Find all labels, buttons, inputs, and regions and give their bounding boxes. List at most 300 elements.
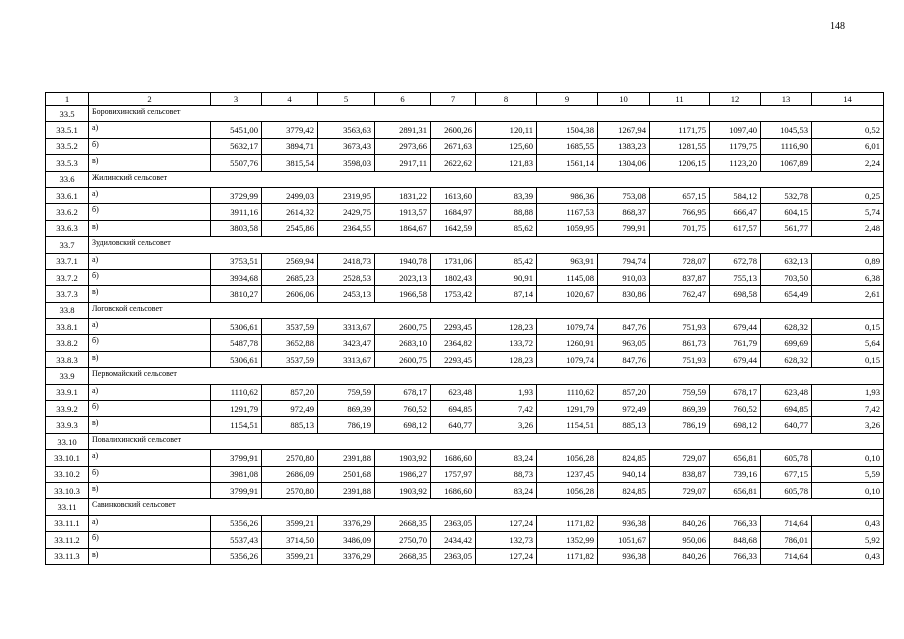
value-cell: 847,76 xyxy=(598,351,650,367)
row-code: 33.7.2 xyxy=(46,269,89,285)
value-cell: 5356,26 xyxy=(211,548,262,564)
value-cell: 1685,55 xyxy=(537,138,598,154)
value-cell: 679,44 xyxy=(710,351,761,367)
row-variant: а) xyxy=(89,515,211,531)
column-header: 7 xyxy=(431,93,476,106)
section-name: Савинковский сельсовет xyxy=(89,499,211,515)
value-cell: 753,08 xyxy=(598,187,650,203)
value-cell: 87,14 xyxy=(476,286,537,302)
table-row xyxy=(46,269,884,285)
value-cell: 1940,78 xyxy=(375,253,431,269)
page-number: 148 xyxy=(830,21,845,32)
value-cell: 2685,23 xyxy=(262,269,318,285)
value-cell: 869,39 xyxy=(318,401,375,417)
row-code: 33.7.3 xyxy=(46,286,89,302)
value-cell: 3599,21 xyxy=(262,515,318,531)
section-code: 33.9 xyxy=(46,368,89,384)
value-cell: 1145,08 xyxy=(537,269,598,285)
value-cell: 3376,29 xyxy=(318,548,375,564)
value-cell: 3652,88 xyxy=(262,335,318,351)
column-header: 11 xyxy=(650,93,710,106)
value-cell: 837,87 xyxy=(650,269,710,285)
value-cell: 728,07 xyxy=(650,253,710,269)
value-cell: 2391,88 xyxy=(318,482,375,498)
table-row xyxy=(46,384,884,400)
value-cell: 584,12 xyxy=(710,187,761,203)
table-row xyxy=(46,450,884,466)
value-cell: 2528,53 xyxy=(318,269,375,285)
table-row xyxy=(46,401,884,417)
value-cell: 830,86 xyxy=(598,286,650,302)
value-cell: 561,77 xyxy=(761,220,812,236)
row-code: 33.11.3 xyxy=(46,548,89,564)
value-cell: 1686,60 xyxy=(431,482,476,498)
value-cell: 5,59 xyxy=(812,466,884,482)
value-cell: 1171,82 xyxy=(537,548,598,564)
table-row xyxy=(46,253,884,269)
value-cell: 714,64 xyxy=(761,515,812,531)
value-cell: 1291,79 xyxy=(211,401,262,417)
row-code: 33.10.1 xyxy=(46,450,89,466)
value-cell: 3729,99 xyxy=(211,187,262,203)
value-cell: 699,69 xyxy=(761,335,812,351)
value-cell: 678,17 xyxy=(375,384,431,400)
section-name: Зудиловский сельсовет xyxy=(89,237,211,253)
value-cell: 1237,45 xyxy=(537,466,598,482)
value-cell: 2,48 xyxy=(812,220,884,236)
value-cell: 2434,42 xyxy=(431,532,476,548)
value-cell: 127,24 xyxy=(476,548,537,564)
value-cell: 3753,51 xyxy=(211,253,262,269)
row-variant: в) xyxy=(89,417,211,433)
value-cell: 3537,59 xyxy=(262,351,318,367)
value-cell: 701,75 xyxy=(650,220,710,236)
value-cell: 1079,74 xyxy=(537,319,598,335)
value-cell: 1903,92 xyxy=(375,450,431,466)
value-cell: 656,81 xyxy=(710,482,761,498)
value-cell: 840,26 xyxy=(650,548,710,564)
value-cell: 7,42 xyxy=(476,401,537,417)
value-cell: 628,32 xyxy=(761,319,812,335)
value-cell: 1504,38 xyxy=(537,122,598,138)
value-cell: 1613,60 xyxy=(431,187,476,203)
value-cell: 1831,22 xyxy=(375,187,431,203)
value-cell: 0,89 xyxy=(812,253,884,269)
row-code: 33.10.3 xyxy=(46,482,89,498)
value-cell: 761,79 xyxy=(710,335,761,351)
value-cell: 2,61 xyxy=(812,286,884,302)
value-cell: 755,13 xyxy=(710,269,761,285)
value-cell: 2,24 xyxy=(812,155,884,171)
value-cell: 2453,13 xyxy=(318,286,375,302)
value-cell: 2973,66 xyxy=(375,138,431,154)
row-code: 33.11.1 xyxy=(46,515,89,531)
value-cell: 2668,35 xyxy=(375,515,431,531)
value-cell: 5356,26 xyxy=(211,515,262,531)
row-variant: в) xyxy=(89,548,211,564)
value-cell: 3486,09 xyxy=(318,532,375,548)
value-cell: 3799,91 xyxy=(211,482,262,498)
row-code: 33.6.1 xyxy=(46,187,89,203)
value-cell: 5487,78 xyxy=(211,335,262,351)
value-cell: 885,13 xyxy=(598,417,650,433)
table-row xyxy=(46,138,884,154)
value-cell: 1913,57 xyxy=(375,204,431,220)
value-cell: 83,24 xyxy=(476,482,537,498)
value-cell: 88,73 xyxy=(476,466,537,482)
row-variant: а) xyxy=(89,187,211,203)
column-header: 9 xyxy=(537,93,598,106)
section-name-fill xyxy=(211,106,884,122)
value-cell: 703,50 xyxy=(761,269,812,285)
table-row xyxy=(46,515,884,531)
value-cell: 0,43 xyxy=(812,548,884,564)
value-cell: 0,25 xyxy=(812,187,884,203)
table-row xyxy=(46,466,884,482)
value-cell: 2600,75 xyxy=(375,351,431,367)
value-cell: 2570,80 xyxy=(262,450,318,466)
section-name-fill xyxy=(211,171,884,187)
value-cell: 1686,60 xyxy=(431,450,476,466)
value-cell: 885,13 xyxy=(262,417,318,433)
value-cell: 604,15 xyxy=(761,204,812,220)
value-cell: 1802,43 xyxy=(431,269,476,285)
table-body xyxy=(46,93,884,565)
row-variant: б) xyxy=(89,466,211,482)
value-cell: 1291,79 xyxy=(537,401,598,417)
table-row xyxy=(46,122,884,138)
value-cell: 3911,16 xyxy=(211,204,262,220)
column-header: 1 xyxy=(46,93,89,106)
value-cell: 766,95 xyxy=(650,204,710,220)
value-cell: 2499,03 xyxy=(262,187,318,203)
row-code: 33.7.1 xyxy=(46,253,89,269)
value-cell: 657,15 xyxy=(650,187,710,203)
section-row xyxy=(46,433,884,449)
value-cell: 0,15 xyxy=(812,351,884,367)
value-cell: 5,74 xyxy=(812,204,884,220)
value-cell: 2600,26 xyxy=(431,122,476,138)
value-cell: 2293,45 xyxy=(431,351,476,367)
row-variant: в) xyxy=(89,220,211,236)
data-table xyxy=(45,92,884,565)
value-cell: 759,59 xyxy=(318,384,375,400)
value-cell: 3714,50 xyxy=(262,532,318,548)
row-variant: а) xyxy=(89,253,211,269)
value-cell: 1561,14 xyxy=(537,155,598,171)
value-cell: 3313,67 xyxy=(318,319,375,335)
value-cell: 654,49 xyxy=(761,286,812,302)
value-cell: 986,36 xyxy=(537,187,598,203)
row-code: 33.8.3 xyxy=(46,351,89,367)
value-cell: 786,19 xyxy=(650,417,710,433)
value-cell: 0,52 xyxy=(812,122,884,138)
table-row xyxy=(46,417,884,433)
value-cell: 1352,99 xyxy=(537,532,598,548)
value-cell: 2891,31 xyxy=(375,122,431,138)
value-cell: 632,13 xyxy=(761,253,812,269)
table-row xyxy=(46,319,884,335)
row-variant: в) xyxy=(89,351,211,367)
value-cell: 729,07 xyxy=(650,482,710,498)
column-header: 4 xyxy=(262,93,318,106)
value-cell: 132,73 xyxy=(476,532,537,548)
table-row xyxy=(46,286,884,302)
value-cell: 128,23 xyxy=(476,351,537,367)
value-cell: 2363,05 xyxy=(431,548,476,564)
value-cell: 2501,68 xyxy=(318,466,375,482)
table-row xyxy=(46,220,884,236)
section-name: Логовской сельсовет xyxy=(89,302,211,318)
value-cell: 1110,62 xyxy=(211,384,262,400)
value-cell: 83,39 xyxy=(476,187,537,203)
section-code: 33.10 xyxy=(46,433,89,449)
row-code: 33.6.3 xyxy=(46,220,89,236)
row-code: 33.9.2 xyxy=(46,401,89,417)
value-cell: 3598,03 xyxy=(318,155,375,171)
value-cell: 3423,47 xyxy=(318,335,375,351)
value-cell: 83,24 xyxy=(476,450,537,466)
value-cell: 972,49 xyxy=(598,401,650,417)
row-variant: б) xyxy=(89,335,211,351)
value-cell: 3815,54 xyxy=(262,155,318,171)
value-cell: 5,92 xyxy=(812,532,884,548)
value-cell: 869,39 xyxy=(650,401,710,417)
value-cell: 3934,68 xyxy=(211,269,262,285)
table-row xyxy=(46,351,884,367)
row-code: 33.5.2 xyxy=(46,138,89,154)
value-cell: 2569,94 xyxy=(262,253,318,269)
value-cell: 2545,86 xyxy=(262,220,318,236)
row-code: 33.8.1 xyxy=(46,319,89,335)
section-row xyxy=(46,237,884,253)
value-cell: 628,32 xyxy=(761,351,812,367)
value-cell: 6,01 xyxy=(812,138,884,154)
row-code: 33.9.1 xyxy=(46,384,89,400)
row-code: 33.5.1 xyxy=(46,122,89,138)
value-cell: 0,15 xyxy=(812,319,884,335)
value-cell: 672,78 xyxy=(710,253,761,269)
value-cell: 698,12 xyxy=(375,417,431,433)
row-code: 33.5.3 xyxy=(46,155,89,171)
row-code: 33.11.2 xyxy=(46,532,89,548)
value-cell: 5537,43 xyxy=(211,532,262,548)
value-cell: 751,93 xyxy=(650,319,710,335)
value-cell: 1864,67 xyxy=(375,220,431,236)
row-code: 33.9.3 xyxy=(46,417,89,433)
value-cell: 3799,91 xyxy=(211,450,262,466)
value-cell: 936,38 xyxy=(598,515,650,531)
value-cell: 623,48 xyxy=(761,384,812,400)
row-variant: в) xyxy=(89,286,211,302)
value-cell: 656,81 xyxy=(710,450,761,466)
column-header: 14 xyxy=(812,93,884,106)
value-cell: 1154,51 xyxy=(537,417,598,433)
value-cell: 1731,06 xyxy=(431,253,476,269)
column-header: 13 xyxy=(761,93,812,106)
value-cell: 2668,35 xyxy=(375,548,431,564)
value-cell: 2614,32 xyxy=(262,204,318,220)
value-cell: 3894,71 xyxy=(262,138,318,154)
value-cell: 760,52 xyxy=(375,401,431,417)
value-cell: 121,83 xyxy=(476,155,537,171)
section-code: 33.7 xyxy=(46,237,89,253)
value-cell: 1020,67 xyxy=(537,286,598,302)
value-cell: 2364,82 xyxy=(431,335,476,351)
value-cell: 605,78 xyxy=(761,482,812,498)
table-row xyxy=(46,155,884,171)
value-cell: 1059,95 xyxy=(537,220,598,236)
value-cell: 2750,70 xyxy=(375,532,431,548)
value-cell: 698,58 xyxy=(710,286,761,302)
value-cell: 1056,28 xyxy=(537,482,598,498)
value-cell: 1123,20 xyxy=(710,155,761,171)
value-cell: 3,26 xyxy=(812,417,884,433)
value-cell: 857,20 xyxy=(598,384,650,400)
row-variant: б) xyxy=(89,532,211,548)
value-cell: 3376,29 xyxy=(318,515,375,531)
value-cell: 714,64 xyxy=(761,548,812,564)
value-cell: 0,10 xyxy=(812,450,884,466)
value-cell: 1171,75 xyxy=(650,122,710,138)
value-cell: 3,26 xyxy=(476,417,537,433)
value-cell: 7,42 xyxy=(812,401,884,417)
value-cell: 85,62 xyxy=(476,220,537,236)
section-name: Повалихинский сельсовет xyxy=(89,433,211,449)
row-variant: б) xyxy=(89,401,211,417)
value-cell: 1171,82 xyxy=(537,515,598,531)
value-cell: 936,38 xyxy=(598,548,650,564)
row-variant: в) xyxy=(89,155,211,171)
value-cell: 3313,67 xyxy=(318,351,375,367)
column-header: 3 xyxy=(211,93,262,106)
value-cell: 972,49 xyxy=(262,401,318,417)
value-cell: 759,59 xyxy=(650,384,710,400)
value-cell: 5632,17 xyxy=(211,138,262,154)
value-cell: 1154,51 xyxy=(211,417,262,433)
table-row xyxy=(46,187,884,203)
value-cell: 1966,58 xyxy=(375,286,431,302)
value-cell: 623,48 xyxy=(431,384,476,400)
value-cell: 3803,58 xyxy=(211,220,262,236)
value-cell: 3563,63 xyxy=(318,122,375,138)
value-cell: 128,23 xyxy=(476,319,537,335)
table-row xyxy=(46,532,884,548)
value-cell: 617,57 xyxy=(710,220,761,236)
value-cell: 762,47 xyxy=(650,286,710,302)
section-name-fill xyxy=(211,368,884,384)
value-cell: 950,06 xyxy=(650,532,710,548)
value-cell: 2570,80 xyxy=(262,482,318,498)
value-cell: 677,15 xyxy=(761,466,812,482)
value-cell: 5451,00 xyxy=(211,122,262,138)
value-cell: 861,73 xyxy=(650,335,710,351)
section-name: Боровихинский сельсовет xyxy=(89,106,211,122)
value-cell: 3779,42 xyxy=(262,122,318,138)
value-cell: 824,85 xyxy=(598,482,650,498)
header-row xyxy=(46,93,884,106)
value-cell: 640,77 xyxy=(431,417,476,433)
value-cell: 1304,06 xyxy=(598,155,650,171)
value-cell: 3981,08 xyxy=(211,466,262,482)
value-cell: 125,60 xyxy=(476,138,537,154)
section-name-fill xyxy=(211,237,884,253)
value-cell: 1383,23 xyxy=(598,138,650,154)
value-cell: 2363,05 xyxy=(431,515,476,531)
value-cell: 3599,21 xyxy=(262,548,318,564)
value-cell: 2418,73 xyxy=(318,253,375,269)
value-cell: 1056,28 xyxy=(537,450,598,466)
column-header: 12 xyxy=(710,93,761,106)
row-variant: б) xyxy=(89,204,211,220)
value-cell: 847,76 xyxy=(598,319,650,335)
value-cell: 6,38 xyxy=(812,269,884,285)
value-cell: 698,12 xyxy=(710,417,761,433)
row-variant: б) xyxy=(89,269,211,285)
value-cell: 640,77 xyxy=(761,417,812,433)
value-cell: 2023,13 xyxy=(375,269,431,285)
table-row xyxy=(46,335,884,351)
value-cell: 1067,89 xyxy=(761,155,812,171)
column-header: 10 xyxy=(598,93,650,106)
section-row xyxy=(46,499,884,515)
value-cell: 1079,74 xyxy=(537,351,598,367)
value-cell: 532,78 xyxy=(761,187,812,203)
table-row xyxy=(46,548,884,564)
value-cell: 1757,97 xyxy=(431,466,476,482)
column-header: 8 xyxy=(476,93,537,106)
value-cell: 838,87 xyxy=(650,466,710,482)
value-cell: 868,37 xyxy=(598,204,650,220)
section-code: 33.6 xyxy=(46,171,89,187)
value-cell: 751,93 xyxy=(650,351,710,367)
value-cell: 1267,94 xyxy=(598,122,650,138)
value-cell: 0,43 xyxy=(812,515,884,531)
value-cell: 3810,27 xyxy=(211,286,262,302)
value-cell: 5306,61 xyxy=(211,319,262,335)
value-cell: 1753,42 xyxy=(431,286,476,302)
table-row xyxy=(46,482,884,498)
value-cell: 824,85 xyxy=(598,450,650,466)
row-variant: б) xyxy=(89,138,211,154)
value-cell: 120,11 xyxy=(476,122,537,138)
column-header: 2 xyxy=(89,93,211,106)
value-cell: 794,74 xyxy=(598,253,650,269)
value-cell: 2600,75 xyxy=(375,319,431,335)
column-header: 5 xyxy=(318,93,375,106)
value-cell: 1206,15 xyxy=(650,155,710,171)
section-name-fill xyxy=(211,499,884,515)
section-name-fill xyxy=(211,433,884,449)
row-variant: а) xyxy=(89,450,211,466)
table-row xyxy=(46,204,884,220)
value-cell: 127,24 xyxy=(476,515,537,531)
row-variant: а) xyxy=(89,384,211,400)
section-name: Первомайский сельсовет xyxy=(89,368,211,384)
value-cell: 1051,67 xyxy=(598,532,650,548)
value-cell: 3673,43 xyxy=(318,138,375,154)
value-cell: 1642,59 xyxy=(431,220,476,236)
value-cell: 766,33 xyxy=(710,548,761,564)
value-cell: 1281,55 xyxy=(650,138,710,154)
value-cell: 5306,61 xyxy=(211,351,262,367)
row-code: 33.10.2 xyxy=(46,466,89,482)
value-cell: 133,72 xyxy=(476,335,537,351)
section-name: Жилинский сельсовет xyxy=(89,171,211,187)
value-cell: 1684,97 xyxy=(431,204,476,220)
value-cell: 2319,95 xyxy=(318,187,375,203)
value-cell: 0,10 xyxy=(812,482,884,498)
